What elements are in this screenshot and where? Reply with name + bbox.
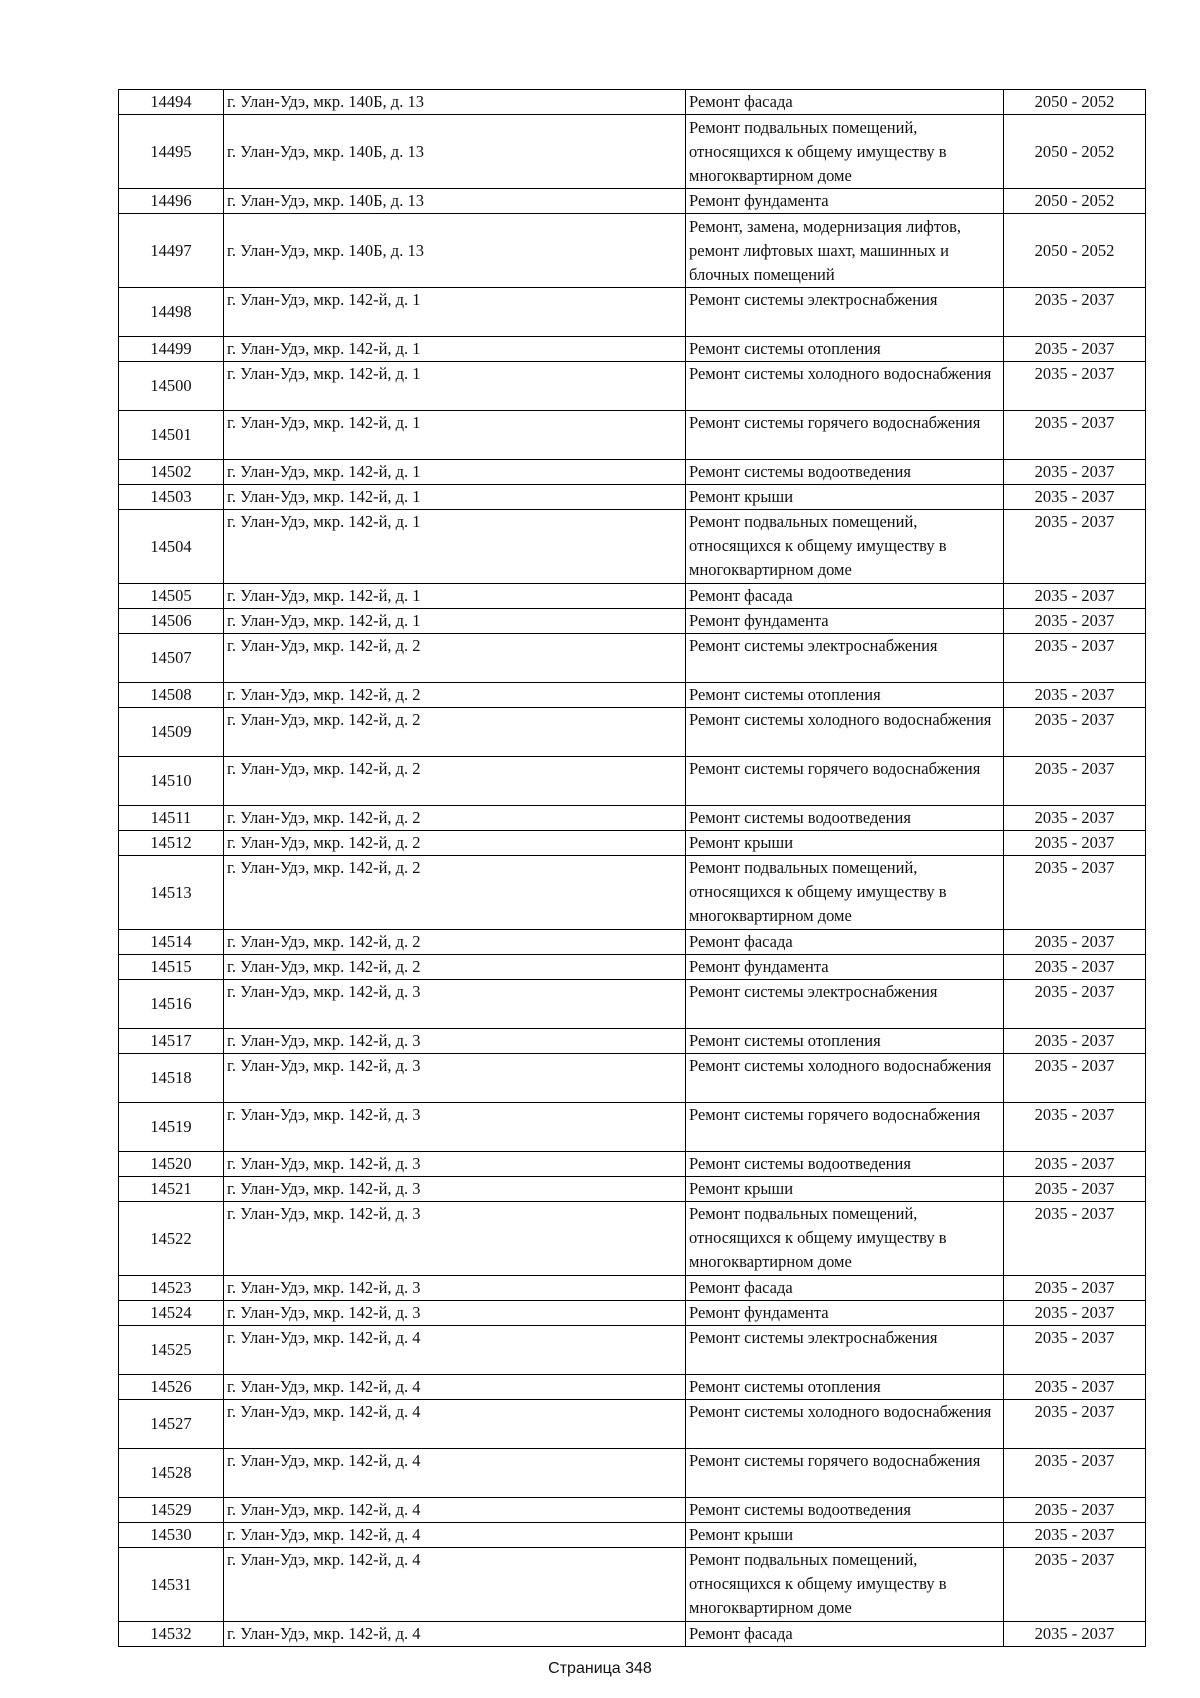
row-period: 2035 - 2037 bbox=[1004, 856, 1146, 930]
table-row bbox=[119, 683, 1146, 708]
table-row bbox=[119, 1202, 1146, 1276]
row-work-type: Ремонт фасада bbox=[686, 584, 1004, 609]
row-address: г. Улан-Удэ, мкр. 140Б, д. 13 bbox=[224, 90, 686, 115]
row-number: 14514 bbox=[119, 930, 224, 955]
row-period: 2035 - 2037 bbox=[1004, 1449, 1146, 1498]
row-address: г. Улан-Удэ, мкр. 142-й, д. 2 bbox=[224, 806, 686, 831]
row-number: 14527 bbox=[119, 1400, 224, 1449]
row-work-type: Ремонт системы отопления bbox=[686, 1375, 1004, 1400]
row-number: 14506 bbox=[119, 609, 224, 634]
row-work-type: Ремонт фундамента bbox=[686, 609, 1004, 634]
row-number: 14515 bbox=[119, 955, 224, 980]
row-address: г. Улан-Удэ, мкр. 142-й, д. 2 bbox=[224, 757, 686, 806]
row-address: г. Улан-Удэ, мкр. 142-й, д. 4 bbox=[224, 1375, 686, 1400]
row-address: г. Улан-Удэ, мкр. 142-й, д. 4 bbox=[224, 1400, 686, 1449]
row-address: г. Улан-Удэ, мкр. 142-й, д. 2 bbox=[224, 708, 686, 757]
row-address: г. Улан-Удэ, мкр. 142-й, д. 2 bbox=[224, 831, 686, 856]
row-number: 14501 bbox=[119, 411, 224, 460]
row-number: 14497 bbox=[119, 214, 224, 288]
row-period: 2035 - 2037 bbox=[1004, 1177, 1146, 1202]
row-address: г. Улан-Удэ, мкр. 140Б, д. 13 bbox=[224, 214, 686, 288]
row-address: г. Улан-Удэ, мкр. 142-й, д. 3 bbox=[224, 980, 686, 1029]
table-row bbox=[119, 1449, 1146, 1498]
table-row bbox=[119, 115, 1146, 189]
row-address: г. Улан-Удэ, мкр. 142-й, д. 1 bbox=[224, 362, 686, 411]
row-number: 14530 bbox=[119, 1523, 224, 1548]
row-period: 2035 - 2037 bbox=[1004, 510, 1146, 584]
row-number: 14513 bbox=[119, 856, 224, 930]
row-address: г. Улан-Удэ, мкр. 142-й, д. 4 bbox=[224, 1449, 686, 1498]
row-address: г. Улан-Удэ, мкр. 142-й, д. 1 bbox=[224, 485, 686, 510]
row-address: г. Улан-Удэ, мкр. 142-й, д. 1 bbox=[224, 337, 686, 362]
table-row bbox=[119, 1326, 1146, 1375]
row-work-type: Ремонт крыши bbox=[686, 485, 1004, 510]
row-address: г. Улан-Удэ, мкр. 140Б, д. 13 bbox=[224, 189, 686, 214]
row-work-type: Ремонт системы водоотведения bbox=[686, 806, 1004, 831]
table-row bbox=[119, 337, 1146, 362]
row-period: 2035 - 2037 bbox=[1004, 930, 1146, 955]
row-number: 14524 bbox=[119, 1301, 224, 1326]
table-body bbox=[119, 90, 1146, 1647]
table-row bbox=[119, 634, 1146, 683]
row-period: 2035 - 2037 bbox=[1004, 460, 1146, 485]
table-row bbox=[119, 1301, 1146, 1326]
row-number: 14503 bbox=[119, 485, 224, 510]
table-row bbox=[119, 90, 1146, 115]
row-number: 14526 bbox=[119, 1375, 224, 1400]
row-number: 14521 bbox=[119, 1177, 224, 1202]
row-address: г. Улан-Удэ, мкр. 142-й, д. 3 bbox=[224, 1276, 686, 1301]
row-work-type: Ремонт фасада bbox=[686, 1622, 1004, 1647]
row-work-type: Ремонт подвальных помещений, относящихся к общему имуществу в многоквартирном доме bbox=[686, 1548, 1004, 1622]
row-address: г. Улан-Удэ, мкр. 142-й, д. 2 bbox=[224, 634, 686, 683]
row-number: 14502 bbox=[119, 460, 224, 485]
row-work-type: Ремонт подвальных помещений, относящихся к общему имуществу в многоквартирном доме bbox=[686, 856, 1004, 930]
row-number: 14507 bbox=[119, 634, 224, 683]
row-period: 2035 - 2037 bbox=[1004, 757, 1146, 806]
row-period: 2035 - 2037 bbox=[1004, 1152, 1146, 1177]
table-row bbox=[119, 189, 1146, 214]
table-row bbox=[119, 1054, 1146, 1103]
row-address: г. Улан-Удэ, мкр. 142-й, д. 1 bbox=[224, 288, 686, 337]
row-work-type: Ремонт фундамента bbox=[686, 1301, 1004, 1326]
row-work-type: Ремонт системы горячего водоснабжения bbox=[686, 1103, 1004, 1152]
row-period: 2035 - 2037 bbox=[1004, 1029, 1146, 1054]
row-period: 2035 - 2037 bbox=[1004, 1523, 1146, 1548]
row-work-type: Ремонт подвальных помещений, относящихся к общему имуществу в многоквартирном доме bbox=[686, 510, 1004, 584]
row-number: 14519 bbox=[119, 1103, 224, 1152]
row-work-type: Ремонт фасада bbox=[686, 1276, 1004, 1301]
row-work-type: Ремонт фасада bbox=[686, 90, 1004, 115]
row-address: г. Улан-Удэ, мкр. 142-й, д. 3 bbox=[224, 1103, 686, 1152]
row-address: г. Улан-Удэ, мкр. 142-й, д. 3 bbox=[224, 1177, 686, 1202]
table-row bbox=[119, 485, 1146, 510]
row-work-type: Ремонт подвальных помещений, относящихся к общему имуществу в многоквартирном доме bbox=[686, 115, 1004, 189]
row-number: 14512 bbox=[119, 831, 224, 856]
table-row bbox=[119, 757, 1146, 806]
row-address: г. Улан-Удэ, мкр. 142-й, д. 3 bbox=[224, 1029, 686, 1054]
table-row bbox=[119, 1548, 1146, 1622]
row-period: 2050 - 2052 bbox=[1004, 90, 1146, 115]
row-number: 14499 bbox=[119, 337, 224, 362]
row-work-type: Ремонт системы отопления bbox=[686, 1029, 1004, 1054]
row-work-type: Ремонт системы холодного водоснабжения bbox=[686, 1400, 1004, 1449]
table-row bbox=[119, 806, 1146, 831]
row-period: 2035 - 2037 bbox=[1004, 362, 1146, 411]
row-address: г. Улан-Удэ, мкр. 142-й, д. 3 bbox=[224, 1202, 686, 1276]
row-number: 14510 bbox=[119, 757, 224, 806]
row-work-type: Ремонт системы холодного водоснабжения bbox=[686, 362, 1004, 411]
row-work-type: Ремонт крыши bbox=[686, 1523, 1004, 1548]
table-row bbox=[119, 1177, 1146, 1202]
row-address: г. Улан-Удэ, мкр. 142-й, д. 4 bbox=[224, 1622, 686, 1647]
row-number: 14494 bbox=[119, 90, 224, 115]
row-number: 14523 bbox=[119, 1276, 224, 1301]
row-period: 2035 - 2037 bbox=[1004, 806, 1146, 831]
row-number: 14529 bbox=[119, 1498, 224, 1523]
row-work-type: Ремонт системы электроснабжения bbox=[686, 980, 1004, 1029]
row-work-type: Ремонт системы холодного водоснабжения bbox=[686, 1054, 1004, 1103]
row-number: 14511 bbox=[119, 806, 224, 831]
row-work-type: Ремонт системы электроснабжения bbox=[686, 1326, 1004, 1375]
row-period: 2035 - 2037 bbox=[1004, 609, 1146, 634]
row-address: г. Улан-Удэ, мкр. 142-й, д. 4 bbox=[224, 1523, 686, 1548]
row-number: 14498 bbox=[119, 288, 224, 337]
row-period: 2035 - 2037 bbox=[1004, 1326, 1146, 1375]
row-work-type: Ремонт подвальных помещений, относящихся к общему имуществу в многоквартирном доме bbox=[686, 1202, 1004, 1276]
row-number: 14496 bbox=[119, 189, 224, 214]
row-address: г. Улан-Удэ, мкр. 142-й, д. 2 bbox=[224, 683, 686, 708]
table-row bbox=[119, 1276, 1146, 1301]
row-work-type: Ремонт системы отопления bbox=[686, 683, 1004, 708]
row-number: 14504 bbox=[119, 510, 224, 584]
table-row bbox=[119, 1103, 1146, 1152]
row-work-type: Ремонт фундамента bbox=[686, 955, 1004, 980]
row-number: 14532 bbox=[119, 1622, 224, 1647]
row-period: 2050 - 2052 bbox=[1004, 115, 1146, 189]
row-work-type: Ремонт крыши bbox=[686, 1177, 1004, 1202]
row-period: 2035 - 2037 bbox=[1004, 1054, 1146, 1103]
row-period: 2035 - 2037 bbox=[1004, 1548, 1146, 1622]
row-address: г. Улан-Удэ, мкр. 142-й, д. 1 bbox=[224, 510, 686, 584]
page-number: Страница 348 bbox=[548, 1660, 652, 1677]
table-row bbox=[119, 708, 1146, 757]
row-period: 2035 - 2037 bbox=[1004, 485, 1146, 510]
table-row bbox=[119, 1400, 1146, 1449]
row-period: 2035 - 2037 bbox=[1004, 411, 1146, 460]
row-work-type: Ремонт системы горячего водоснабжения bbox=[686, 757, 1004, 806]
row-number: 14517 bbox=[119, 1029, 224, 1054]
row-number: 14505 bbox=[119, 584, 224, 609]
row-number: 14528 bbox=[119, 1449, 224, 1498]
row-address: г. Улан-Удэ, мкр. 142-й, д. 2 bbox=[224, 930, 686, 955]
table-row bbox=[119, 980, 1146, 1029]
row-number: 14531 bbox=[119, 1548, 224, 1622]
row-number: 14516 bbox=[119, 980, 224, 1029]
repair-schedule-table bbox=[118, 89, 1146, 1647]
row-work-type: Ремонт системы отопления bbox=[686, 337, 1004, 362]
row-period: 2035 - 2037 bbox=[1004, 1622, 1146, 1647]
table-row bbox=[119, 460, 1146, 485]
row-period: 2035 - 2037 bbox=[1004, 980, 1146, 1029]
table-row bbox=[119, 362, 1146, 411]
row-address: г. Улан-Удэ, мкр. 142-й, д. 2 bbox=[224, 955, 686, 980]
row-work-type: Ремонт системы водоотведения bbox=[686, 460, 1004, 485]
row-period: 2035 - 2037 bbox=[1004, 1375, 1146, 1400]
row-number: 14508 bbox=[119, 683, 224, 708]
table-row bbox=[119, 1029, 1146, 1054]
row-work-type: Ремонт системы горячего водоснабжения bbox=[686, 1449, 1004, 1498]
row-period: 2035 - 2037 bbox=[1004, 1103, 1146, 1152]
row-period: 2035 - 2037 bbox=[1004, 1301, 1146, 1326]
table-row bbox=[119, 1152, 1146, 1177]
row-work-type: Ремонт фундамента bbox=[686, 189, 1004, 214]
row-address: г. Улан-Удэ, мкр. 142-й, д. 4 bbox=[224, 1326, 686, 1375]
row-work-type: Ремонт системы электроснабжения bbox=[686, 634, 1004, 683]
table-row bbox=[119, 1622, 1146, 1647]
row-address: г. Улан-Удэ, мкр. 142-й, д. 1 bbox=[224, 584, 686, 609]
table-row bbox=[119, 955, 1146, 980]
row-address: г. Улан-Удэ, мкр. 142-й, д. 1 bbox=[224, 460, 686, 485]
row-period: 2035 - 2037 bbox=[1004, 288, 1146, 337]
row-period: 2035 - 2037 bbox=[1004, 634, 1146, 683]
row-address: г. Улан-Удэ, мкр. 142-й, д. 3 bbox=[224, 1054, 686, 1103]
row-work-type: Ремонт системы водоотведения bbox=[686, 1498, 1004, 1523]
row-period: 2035 - 2037 bbox=[1004, 1498, 1146, 1523]
row-period: 2035 - 2037 bbox=[1004, 1276, 1146, 1301]
row-address: г. Улан-Удэ, мкр. 142-й, д. 3 bbox=[224, 1301, 686, 1326]
row-period: 2050 - 2052 bbox=[1004, 214, 1146, 288]
row-period: 2035 - 2037 bbox=[1004, 584, 1146, 609]
table-row bbox=[119, 584, 1146, 609]
row-period: 2050 - 2052 bbox=[1004, 189, 1146, 214]
table-row bbox=[119, 1375, 1146, 1400]
table-row bbox=[119, 831, 1146, 856]
row-period: 2035 - 2037 bbox=[1004, 1202, 1146, 1276]
table-row bbox=[119, 609, 1146, 634]
row-period: 2035 - 2037 bbox=[1004, 955, 1146, 980]
row-address: г. Улан-Удэ, мкр. 142-й, д. 4 bbox=[224, 1498, 686, 1523]
row-address: г. Улан-Удэ, мкр. 142-й, д. 2 bbox=[224, 856, 686, 930]
row-address: г. Улан-Удэ, мкр. 142-й, д. 4 bbox=[224, 1548, 686, 1622]
row-number: 14522 bbox=[119, 1202, 224, 1276]
table-row bbox=[119, 1498, 1146, 1523]
table-row bbox=[119, 214, 1146, 288]
row-period: 2035 - 2037 bbox=[1004, 1400, 1146, 1449]
row-period: 2035 - 2037 bbox=[1004, 708, 1146, 757]
row-work-type: Ремонт системы холодного водоснабжения bbox=[686, 708, 1004, 757]
row-number: 14495 bbox=[119, 115, 224, 189]
row-number: 14525 bbox=[119, 1326, 224, 1375]
row-number: 14509 bbox=[119, 708, 224, 757]
row-work-type: Ремонт системы горячего водоснабжения bbox=[686, 411, 1004, 460]
row-period: 2035 - 2037 bbox=[1004, 683, 1146, 708]
table-row bbox=[119, 288, 1146, 337]
table-row bbox=[119, 856, 1146, 930]
row-work-type: Ремонт системы электроснабжения bbox=[686, 288, 1004, 337]
row-period: 2035 - 2037 bbox=[1004, 831, 1146, 856]
row-work-type: Ремонт системы водоотведения bbox=[686, 1152, 1004, 1177]
row-work-type: Ремонт крыши bbox=[686, 831, 1004, 856]
row-work-type: Ремонт фасада bbox=[686, 930, 1004, 955]
table-row bbox=[119, 411, 1146, 460]
row-period: 2035 - 2037 bbox=[1004, 337, 1146, 362]
row-number: 14500 bbox=[119, 362, 224, 411]
row-address: г. Улан-Удэ, мкр. 140Б, д. 13 bbox=[224, 115, 686, 189]
row-number: 14520 bbox=[119, 1152, 224, 1177]
row-number: 14518 bbox=[119, 1054, 224, 1103]
table-row bbox=[119, 1523, 1146, 1548]
row-work-type: Ремонт, замена, модернизация лифтов, ремонт лифтовых шахт, машинных и блочных помещений bbox=[686, 214, 1004, 288]
table-row bbox=[119, 930, 1146, 955]
row-address: г. Улан-Удэ, мкр. 142-й, д. 1 bbox=[224, 609, 686, 634]
table-row bbox=[119, 510, 1146, 584]
row-address: г. Улан-Удэ, мкр. 142-й, д. 1 bbox=[224, 411, 686, 460]
row-address: г. Улан-Удэ, мкр. 142-й, д. 3 bbox=[224, 1152, 686, 1177]
